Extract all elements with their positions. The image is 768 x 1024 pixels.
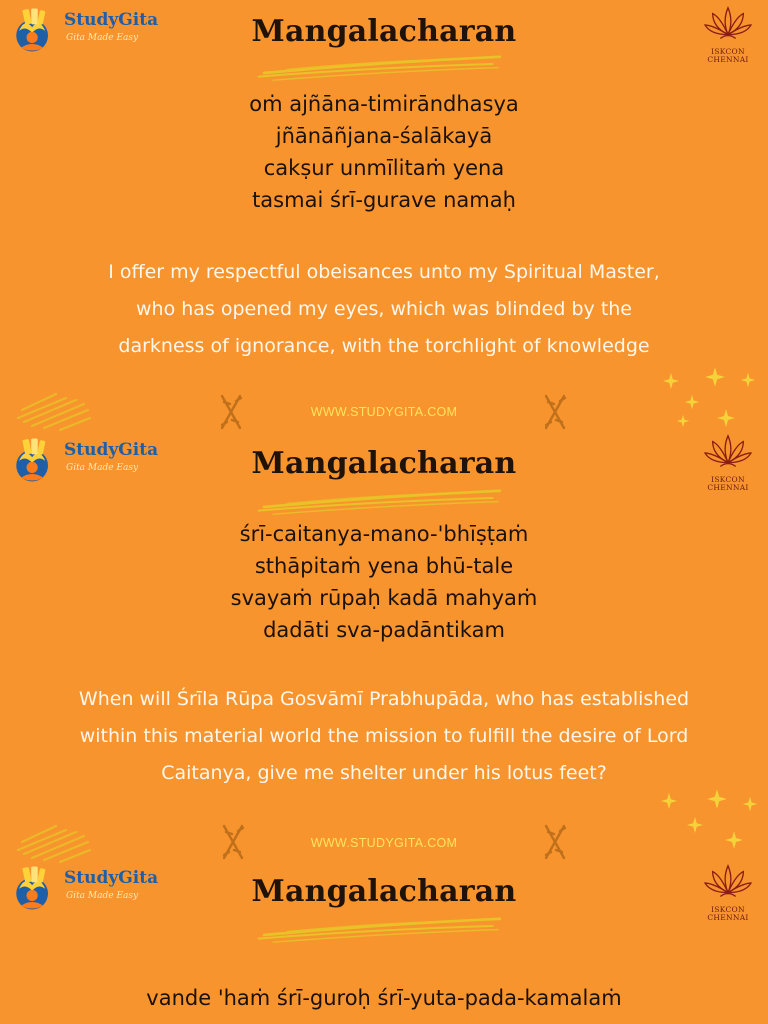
- translation-line: When will Śrīla Rūpa Gosvāmī Prabhupāda, who has established: [78, 688, 690, 710]
- verse-line: jñānāñjana-śalākayā: [275, 124, 493, 148]
- verse-line: śrī-caitanya-mano-'bhīṣṭaṁ: [239, 522, 529, 546]
- website-link[interactable]: WWW.STUDYGITA.COM: [310, 405, 458, 419]
- sparkle-star-icon: [660, 792, 678, 810]
- section-1-verse: [0, 88, 768, 216]
- crossed-lines-icon: [540, 392, 570, 432]
- sparkle-star-icon: [676, 414, 690, 428]
- section-2-translation: [0, 681, 768, 792]
- verse-line: cakṣur unmīlitaṁ yena: [263, 156, 505, 180]
- translation-line: Caitanya, give me shelter under his lotus feet?: [161, 762, 607, 784]
- verse-line: dadāti sva-padāntikam: [263, 618, 505, 642]
- verse-line: oṁ ajñāna-timirāndhasya: [249, 92, 519, 116]
- badge-line-1: ISKCON: [711, 47, 745, 56]
- badge-line-2: CHENNAI: [707, 913, 749, 922]
- crossed-lines-icon: [540, 822, 570, 862]
- section-2-title-underline: [236, 480, 526, 516]
- section-2-title: Mangalacharan: [251, 446, 517, 481]
- translation-line: who has opened my eyes, which was blinded by the: [135, 298, 632, 320]
- translation-line: I offer my respectful obeisances unto my Spiritual Master,: [108, 261, 660, 283]
- section-3-title-underline: [236, 908, 526, 944]
- verse-line: svayaṁ rūpaḥ kadā mahyaṁ: [230, 586, 538, 610]
- sparkle-star-icon: [706, 788, 728, 810]
- sparkle-star-icon: [704, 366, 726, 388]
- verse-line: sthāpitaṁ yena bhū-tale: [254, 554, 514, 578]
- logo-name: StudyGita: [64, 10, 159, 30]
- logo-name: StudyGita: [64, 440, 159, 460]
- verse-line: vande 'haṁ śrī-guroḥ śrī-yuta-pada-kamalaṁ: [146, 986, 622, 1010]
- sparkle-star-icon: [684, 394, 700, 410]
- translation-line: darkness of ignorance, with the torchlight of knowledge: [118, 335, 650, 357]
- translation-line: within this material world the mission to fulfill the desire of Lord: [79, 725, 689, 747]
- section-3-verse: [0, 982, 768, 1014]
- section-1-translation: [0, 254, 768, 365]
- section-1-title-underline: [236, 46, 526, 82]
- logo-tagline: Gita Made Easy: [66, 463, 139, 473]
- badge-line-1: ISKCON: [711, 905, 745, 914]
- sparkle-star-icon: [742, 796, 758, 812]
- section-2-verse: [0, 518, 768, 646]
- logo-tagline: Gita Made Easy: [66, 891, 139, 901]
- sparkle-star-icon: [662, 372, 680, 390]
- sparkle-star-icon: [740, 372, 756, 388]
- logo-name: StudyGita: [64, 868, 159, 888]
- section-1-title: Mangalacharan: [251, 14, 517, 49]
- badge-line-1: ISKCON: [711, 475, 745, 484]
- sparkle-star-icon: [716, 408, 736, 428]
- badge-line-2: CHENNAI: [707, 483, 749, 492]
- logo-tagline: Gita Made Easy: [66, 33, 139, 43]
- badge-line-2: CHENNAI: [707, 55, 749, 64]
- sparkle-star-icon: [686, 816, 704, 834]
- section-3-title: Mangalacharan: [251, 874, 517, 909]
- website-link[interactable]: WWW.STUDYGITA.COM: [310, 836, 458, 850]
- verse-line: tasmai śrī-gurave namaḥ: [252, 188, 516, 212]
